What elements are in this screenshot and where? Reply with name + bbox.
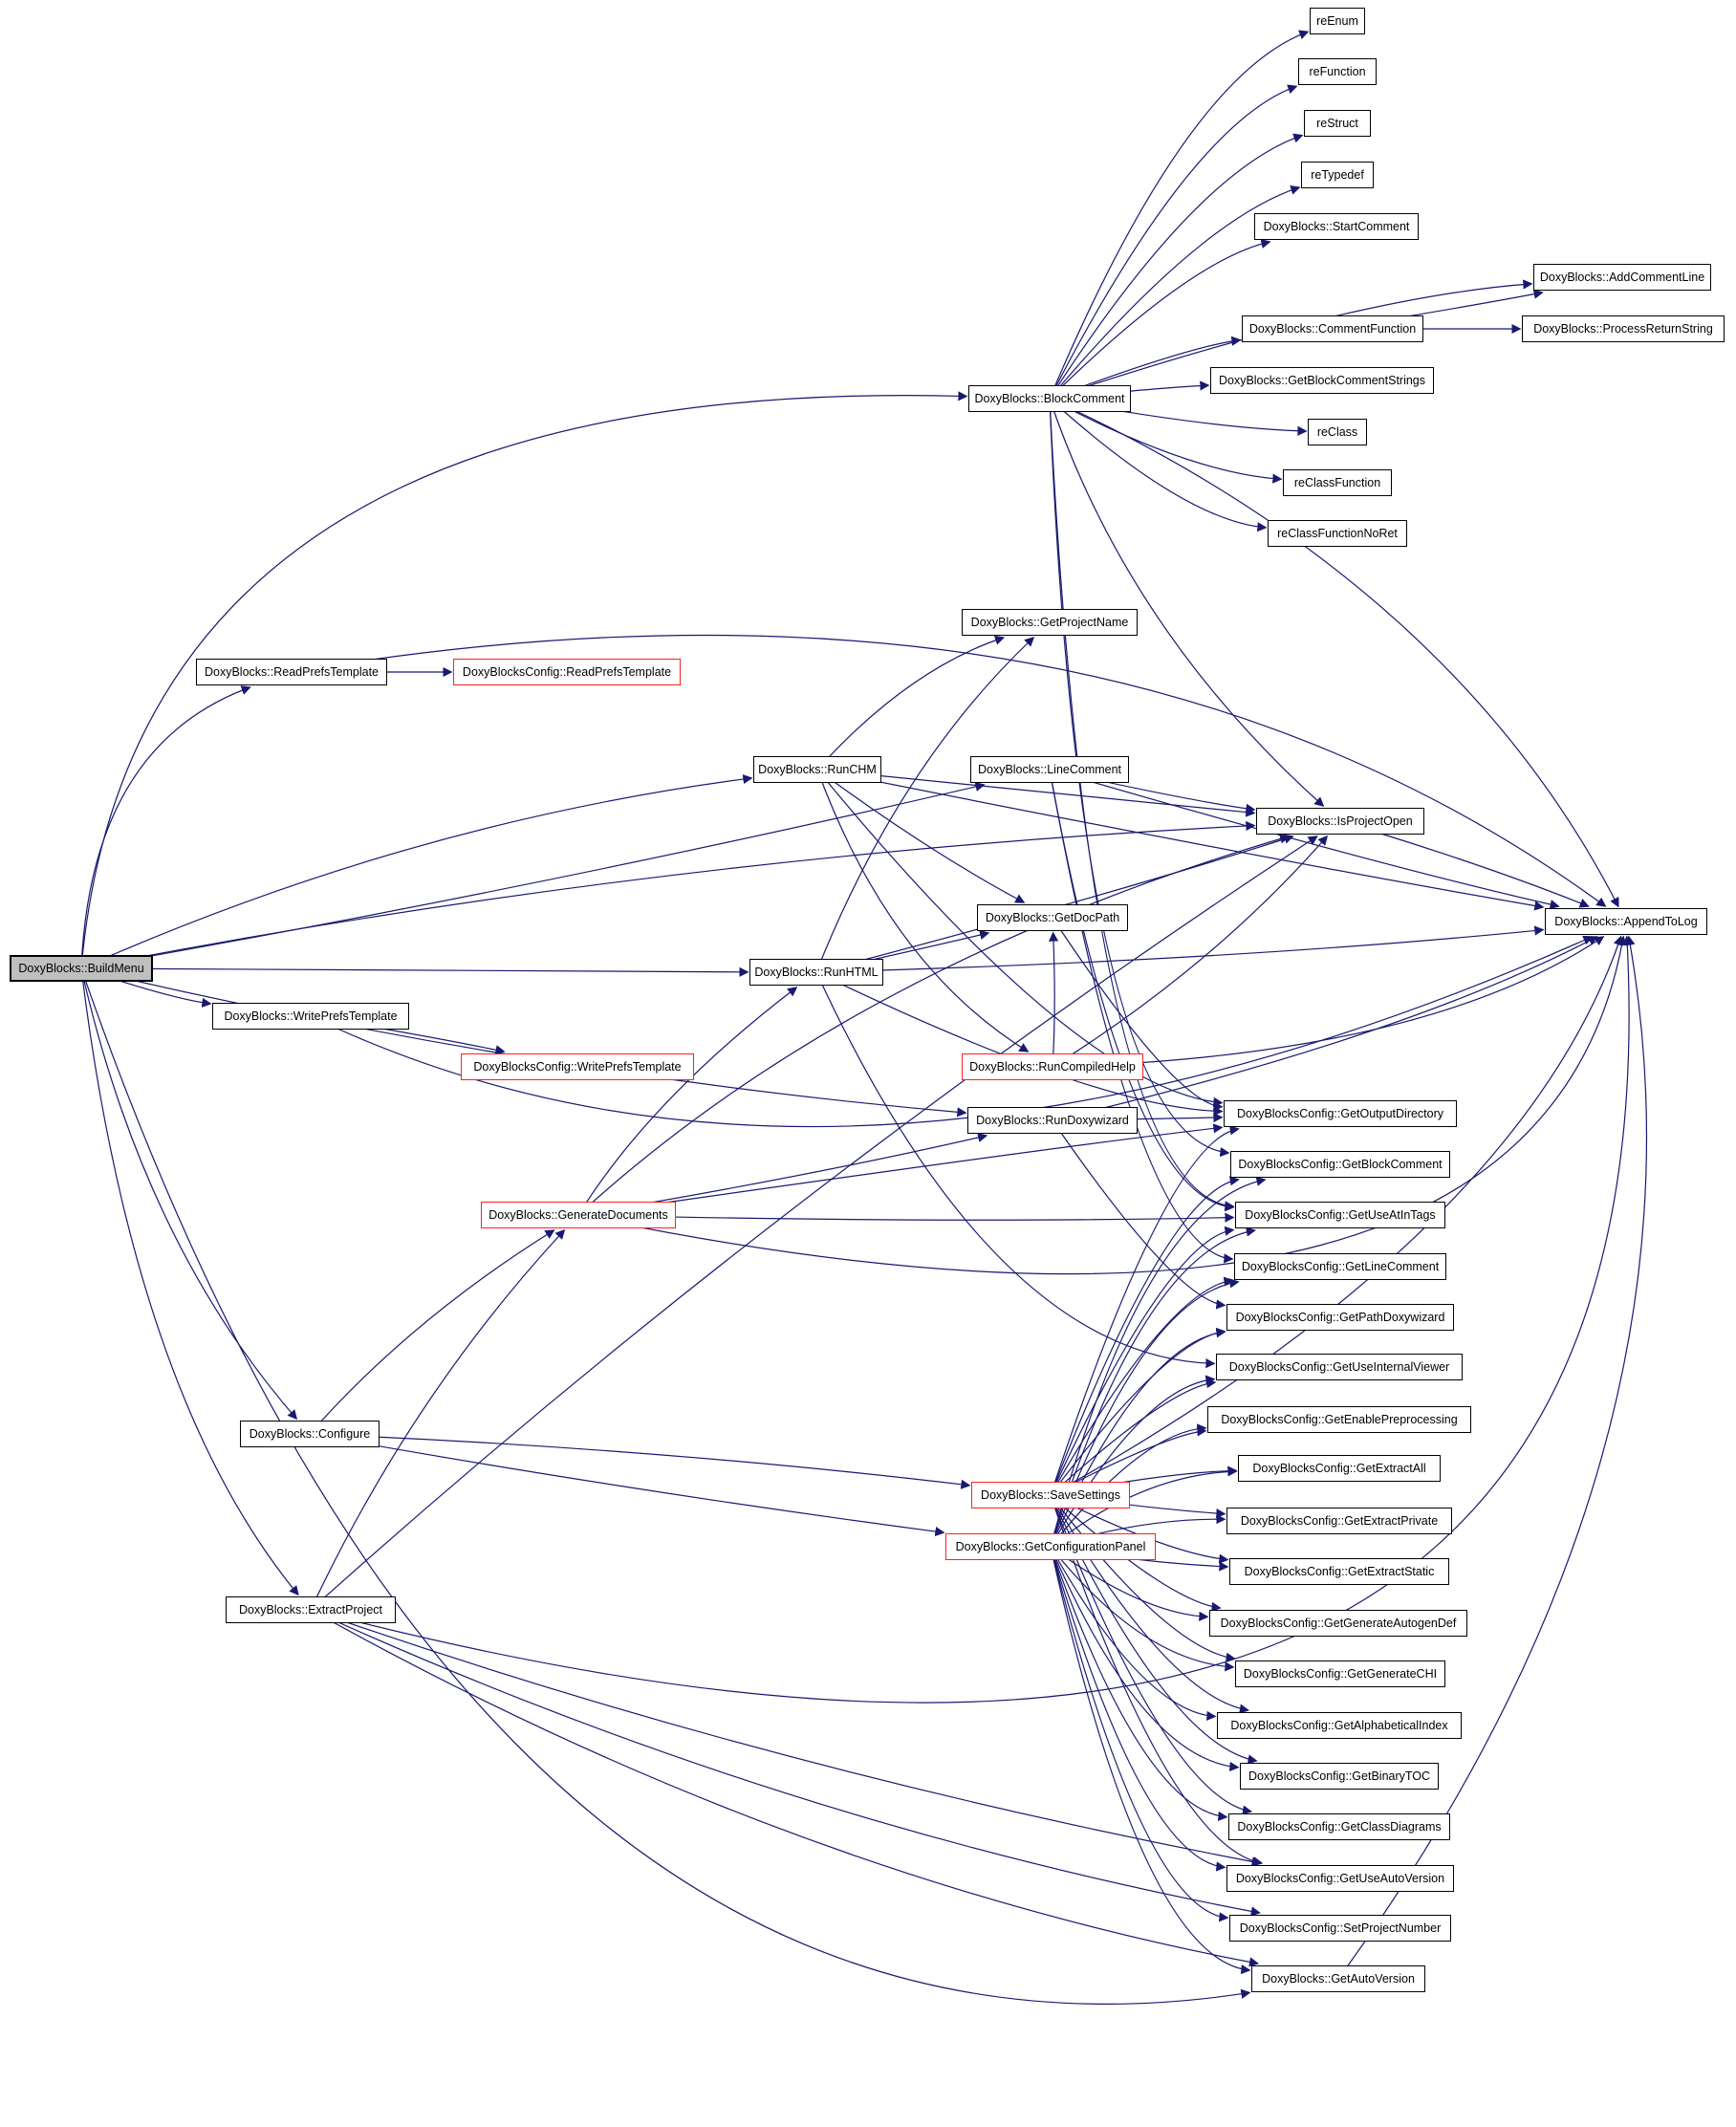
node-lineComment[interactable]: DoxyBlocks::LineComment [970,756,1129,783]
node-cfgGetExtractPrivate[interactable]: DoxyBlocksConfig::GetExtractPrivate [1226,1508,1452,1534]
node-cfgGetPathDoxywizard[interactable]: DoxyBlocksConfig::GetPathDoxywizard [1226,1304,1454,1331]
node-configure[interactable]: DoxyBlocks::Configure [240,1421,380,1447]
node-appendToLog[interactable]: DoxyBlocks::AppendToLog [1545,908,1707,935]
node-cfgGetGenerateAutogenDef[interactable]: DoxyBlocksConfig::GetGenerateAutogenDef [1209,1610,1467,1637]
node-cfgGetGenerateCHI[interactable]: DoxyBlocksConfig::GetGenerateCHI [1235,1660,1445,1687]
node-reFunction[interactable]: reFunction [1298,58,1377,85]
node-writePrefs[interactable]: DoxyBlocks::WritePrefsTemplate [212,1003,409,1030]
node-cfgGetAlphabeticalIndex[interactable]: DoxyBlocksConfig::GetAlphabeticalIndex [1217,1712,1462,1739]
node-cfgGetUseAtInTags[interactable]: DoxyBlocksConfig::GetUseAtInTags [1235,1202,1445,1228]
node-buildMenu: DoxyBlocks::BuildMenu [10,955,153,982]
node-getDocPath[interactable]: DoxyBlocks::GetDocPath [977,904,1128,931]
node-readPrefsCfg[interactable]: DoxyBlocksConfig::ReadPrefsTemplate [453,659,681,685]
node-reClassFunction[interactable]: reClassFunction [1283,469,1392,496]
node-cfgGetOutputDirectory[interactable]: DoxyBlocksConfig::GetOutputDirectory [1224,1100,1457,1127]
node-processReturnString[interactable]: DoxyBlocks::ProcessReturnString [1522,315,1725,342]
node-startComment[interactable]: DoxyBlocks::StartComment [1254,213,1419,240]
node-runCompiledHelp[interactable]: DoxyBlocks::RunCompiledHelp [962,1053,1143,1080]
node-writePrefsCfg[interactable]: DoxyBlocksConfig::WritePrefsTemplate [461,1053,694,1080]
node-cfgGetEnablePreprocessing[interactable]: DoxyBlocksConfig::GetEnablePreprocessing [1207,1406,1471,1433]
node-cfgSetProjectNumber[interactable]: DoxyBlocksConfig::SetProjectNumber [1229,1915,1451,1942]
node-cfgGetUseInternalViewer[interactable]: DoxyBlocksConfig::GetUseInternalViewer [1216,1354,1463,1380]
node-cfgGetExtractAll[interactable]: DoxyBlocksConfig::GetExtractAll [1238,1455,1441,1482]
node-cfgGetUseAutoVersion[interactable]: DoxyBlocksConfig::GetUseAutoVersion [1226,1865,1454,1892]
node-getBlockCommentStrings[interactable]: DoxyBlocks::GetBlockCommentStrings [1210,367,1434,394]
node-extractProject[interactable]: DoxyBlocks::ExtractProject [226,1596,396,1623]
node-addCommentLine[interactable]: DoxyBlocks::AddCommentLine [1533,264,1711,291]
node-runDoxywizard[interactable]: DoxyBlocks::RunDoxywizard [967,1107,1138,1134]
node-reTypedef[interactable]: reTypedef [1301,162,1374,188]
node-generateDocuments[interactable]: DoxyBlocks::GenerateDocuments [481,1202,676,1228]
node-getProjectName[interactable]: DoxyBlocks::GetProjectName [962,609,1138,636]
node-cfgGetLineComment[interactable]: DoxyBlocksConfig::GetLineComment [1234,1253,1446,1280]
node-runCHM[interactable]: DoxyBlocks::RunCHM [753,756,881,783]
node-cfgGetBinaryTOC[interactable]: DoxyBlocksConfig::GetBinaryTOC [1240,1763,1439,1790]
node-reClassFunctionNoRet[interactable]: reClassFunctionNoRet [1268,520,1407,547]
node-reClass[interactable]: reClass [1308,419,1367,445]
node-reStruct[interactable]: reStruct [1304,110,1371,137]
node-saveSettings[interactable]: DoxyBlocks::SaveSettings [971,1482,1130,1508]
node-commentFunction[interactable]: DoxyBlocks::CommentFunction [1242,315,1423,342]
node-cfgGetExtractStatic[interactable]: DoxyBlocksConfig::GetExtractStatic [1229,1558,1449,1585]
node-reEnum[interactable]: reEnum [1310,8,1365,34]
node-readPrefs[interactable]: DoxyBlocks::ReadPrefsTemplate [196,659,387,685]
node-cfgGetBlockComment[interactable]: DoxyBlocksConfig::GetBlockComment [1230,1151,1450,1178]
node-getAutoVersion[interactable]: DoxyBlocks::GetAutoVersion [1251,1965,1425,1992]
node-blockComment[interactable]: DoxyBlocks::BlockComment [968,385,1131,412]
node-runHTML[interactable]: DoxyBlocks::RunHTML [749,959,883,986]
node-isProjectOpen[interactable]: DoxyBlocks::IsProjectOpen [1256,808,1424,835]
node-cfgGetClassDiagrams[interactable]: DoxyBlocksConfig::GetClassDiagrams [1228,1813,1450,1840]
node-getConfigPanel[interactable]: DoxyBlocks::GetConfigurationPanel [945,1533,1156,1560]
